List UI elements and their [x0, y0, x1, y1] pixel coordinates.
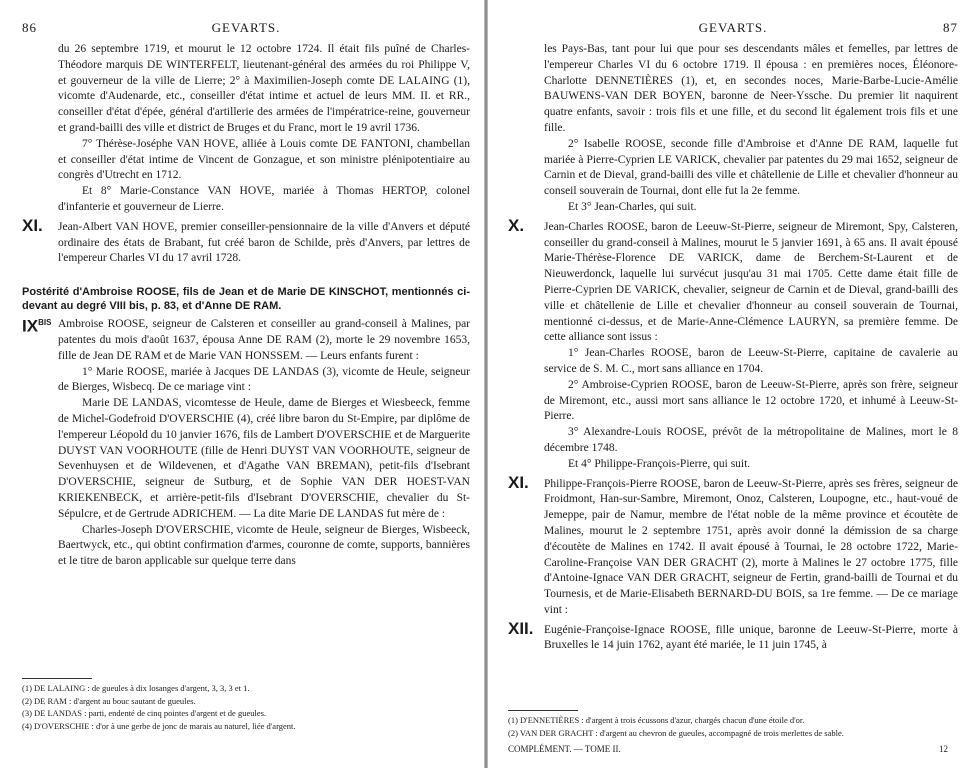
- degree-entry-x: [508, 215, 958, 346]
- right-page: [488, 0, 972, 768]
- signature-line: [508, 743, 958, 757]
- child-paragraph-2: 2° Ambroise-Cyprien ROOSE, baron de Leeuw-St-Pierre, après son frère, seigneur de Miremont, etc., aussi mort sans alliance le 12 octobre 1720, et inhumé à Leeuw-St-Pierre.: [544, 378, 958, 423]
- child-paragraph-1: 1° Marie ROOSE, mariée à Jacques DE LANDAS (3), vicomte de Heule, seigneur de Bierges, Wisbecq. De ce mariage vint :: [58, 365, 470, 394]
- running-header: [508, 20, 958, 42]
- degree-entry-xi: [508, 472, 958, 619]
- signature-mark: COMPLÉMENT. — TOME II.: [508, 744, 621, 754]
- left-page: [0, 0, 484, 768]
- page-body: [22, 42, 470, 570]
- descendant-paragraph-2: Charles-Joseph D'OVERSCHIE, vicomte de Heule, seigneur de Bierges, Wisbeeck, Baertwyck, etc., qui obtint confirmation d'armes, couronne de comte, supports, bannières et le titre de baron applicable sur quelque terre dans: [58, 523, 470, 568]
- degree-text: Jean-Charles ROOSE, baron de Leeuw-St-Pierre, seigneur de Miremont, Spy, Calsteren, conseiller du grand-conseil à Malines, mourut le 5 janvier 1691, à 65 ans. Il avait épousé Marie-Thérèse-Florence DE VARICK, dame de Berchem-St-Laurent et de Nieuwerdonck, laquelle lui survécut jusqu'au 31 mai 1705. Cette dame était fille de Pierre-Cyprien DE VARICK, chevalier, seigneur de Carnin et de Dieval, grand-bailli des ville et châtellenie de Lille et chevalier d'honneur au conseil souverain de Tournai, mentionné ci-dessus, et de Marie-Anne-Clémence LAURYN, sa première femme. De cette alliance sont issus :: [544, 220, 958, 344]
- child-paragraph-4: Et 4° Philippe-François-Pierre, qui suit.: [568, 457, 751, 470]
- degree-number: X.: [508, 215, 525, 235]
- footnotes: [22, 678, 470, 732]
- signature-number: 12: [939, 744, 948, 754]
- child-paragraph-3: 3° Alexandre-Louis ROOSE, prévôt de la métropolitaine de Malines, mort le 8 décembre 1748.: [544, 426, 958, 454]
- continued-paragraph: les Pays-Bas, tant pour lui que pour ses descendants mâles et femelles, par lettres de l'empereur Charles VI du 6 octobre 1719. Il épousa : en premières noces, Éléonore-Charlotte DENNETIÈRES (1), et, en secondes noces, Marie-Barbe-Lucie-Amélie BAUWENS-VAN DER BOYEN, baronne de Neer-Yssche. Du premier lit naquirent quatre enfants, savoir : trois fils et une fille, et du second lit également trois fils et une fille.: [544, 43, 958, 134]
- footnote-rule: [508, 710, 578, 711]
- footnote: (2) DE RAM : d'argent au bouc sautant de gueules.: [22, 695, 196, 706]
- descendant-paragraph: Marie DE LANDAS, vicomtesse de Heule, dame de Bierges et Wiesbeeck, femme de Michel-Godefroid D'OVERSCHIE (4), créé libre baron du St-Empire, par diplôme de l'empereur Léopold du 10 janvier 1676, fils de Lambert D'OVERSCHIE et de Marguerite DUYST VAN VOORHOUTE (fille de Henri DUYST VAN VOORHOUTE, seigneur de Sevenhuysen et de Wildevenen, et d'Agathe VAN BREMAN), petit-fils d'Isebrant D'OVERSCHIE, seigneur de Sutburg, et de Sophie VAN DER HOEST-VAN KRIEKENBECK, et arrière-petit-fils d'Isebrant D'OVERSCHIE, chevalier du St-Sépulcre, et de Gertrude ADRICHEM. — La dite Marie DE LANDAS fut mère de :: [58, 397, 470, 520]
- footnote: (2) VAN DER GRACHT : d'argent au chevron de gueules, accompagné de trois merlettes de sable.: [508, 727, 844, 738]
- running-title: GEVARTS.: [211, 20, 281, 35]
- running-header: [22, 20, 470, 42]
- degree-entry-xi: [22, 215, 470, 267]
- footnotes: [508, 710, 958, 757]
- degree-text: Jean-Albert VAN HOVE, premier conseiller-pensionnaire de la ville d'Anvers et député ordinaire des états de Brabant, fut créé baron de Schilde, près d'Anvers, par lettres de l'empereur Charles VI du 17 avril 1728.: [58, 220, 470, 265]
- degree-numeral: IX: [22, 316, 39, 336]
- degree-text: Eugénie-Françoise-Ignace ROOSE, fille unique, baronne de Leeuw-St-Pierre, morte à Bruxelles le 14 juin 1762, ayant été mariée, le 11 juin 1745, à: [544, 623, 958, 652]
- degree-entry-ix-bis: [22, 317, 470, 364]
- degree-text: Philippe-François-Pierre ROOSE, baron de Leeuw-St-Pierre, après ses frères, seigneur de Froidmont, Han-sur-Sambre, Miremont, Onoz, Calsteren, Loupogne, etc., haut-voué de Jemeppe, pair de Namur, membre de l'état noble de la même province et écoutète de Malines, mourut le 2 septembre 1751, après avoir donné la démission de sa charge d'écoutète de Malines en 1742. Il avait épousé à Tournai, le 28 octobre 1722, Marie-Caroline-Françoise VAN DER GRACHT (2), morte à Malines le 27 octobre 1775, fille d'Antoine-Ignace VAN DER GRACHT, seigneur de Fertin, grand-bailli de Tournai et du Tournesis, et de Marie-Elisabeth BERNARD-DU BOIS, sa 1re femme. — De ce mariage vint :: [544, 477, 958, 616]
- paragraph-7: 7° Thérèse-Joséphe VAN HOVE, alliée à Louis comte DE FANTONI, chambellan et conseiller d'état intime de Vincent de Gonzague, et son ministre plénipotentiaire au congrès d'Utrecht en 1712.: [58, 137, 470, 182]
- degree-entry-xii: [508, 618, 958, 655]
- child-paragraph-1: 1° Jean-Charles ROOSE, baron de Leeuw-St-Pierre, capitaine de cavalerie au service de S. M. C., mort sans alliance en 1704.: [544, 347, 958, 375]
- page-number: 87: [943, 20, 958, 35]
- paragraph-3: Et 3° Jean-Charles, qui suit.: [568, 200, 697, 213]
- degree-number: XI.: [508, 472, 529, 492]
- degree-suffix: BIS: [38, 318, 52, 328]
- section-heading: Postérité d'Ambroise ROOSE, fils de Jean et de Marie DE KINSCHOT, mentionnés ci-devant au degré VIII bis, p. 83, et d'Anne DE RAM.: [22, 286, 470, 313]
- footnote: (4) D'OVERSCHIE : d'or à une gerbe de jonc de marais au naturel, liée d'argent.: [22, 720, 296, 731]
- page-body: [508, 42, 958, 654]
- degree-number: XI.: [22, 215, 43, 235]
- page-number: 86: [22, 20, 37, 35]
- degree-number: [22, 315, 51, 334]
- footnote: (1) D'ENNETIÈRES : d'argent à trois écussons d'azur, chargés chacun d'une étoile d'or.: [508, 715, 805, 725]
- paragraph-8: Et 8° Marie-Constance VAN HOVE, mariée à Thomas HERTOP, colonel d'infanterie et gouverneur de Lierre.: [58, 185, 470, 213]
- continued-paragraph: du 26 septembre 1719, et mourut le 12 octobre 1724. Il était fils puîné de Charles-Théodore marquis DE WINTERFELT, lieutenant-général des armées du roi Philippe V, et gouverneur de la ville de Lierre; 2° à Maximilien-Joseph comte DE LALAING (1), vicomte d'Audenarde, etc., conseiller d'état intime et actuel de leurs MM. II. et RR., conseiller d'état d'épée, général d'artillerie des armées de l'impératrice-reine, gouverneur et grand-bailli des ville et district de Bruges et du Franc, mort le 19 avril 1736.: [58, 43, 470, 134]
- footnote: (3) DE LANDAS : parti, endenté de cinq pointes d'argent et de gueules.: [22, 708, 267, 718]
- degree-number: XII.: [508, 618, 534, 638]
- footnote: (1) DE LALAING : de gueules à dix losanges d'argent, 3, 3, 3 et 1.: [22, 683, 250, 693]
- degree-text: Ambroise ROOSE, seigneur de Calsteren et conseiller au grand-conseil à Malines, par patentes du mois d'août 1637, épousa Anne DE RAM (2), morte le 29 novembre 1653, fille de Jean DE RAM et de Marie VAN HONSSEM. — Leurs enfants furent :: [58, 318, 470, 362]
- paragraph-2: 2° Isabelle ROOSE, seconde fille d'Ambroise et d'Anne DE RAM, laquelle fut mariée à Pierre-Cyprien LE VARICK, chevalier par patentes du 29 mai 1652, seigneur de Carnin et de Dieval, grand-bailli des ville et châtellenie de Lille et chevalier d'honneur au conseil souverain de Tournai, dont elle fut la 2e femme.: [544, 137, 958, 198]
- footnote-rule: [22, 678, 92, 679]
- running-title: GEVARTS.: [698, 20, 768, 35]
